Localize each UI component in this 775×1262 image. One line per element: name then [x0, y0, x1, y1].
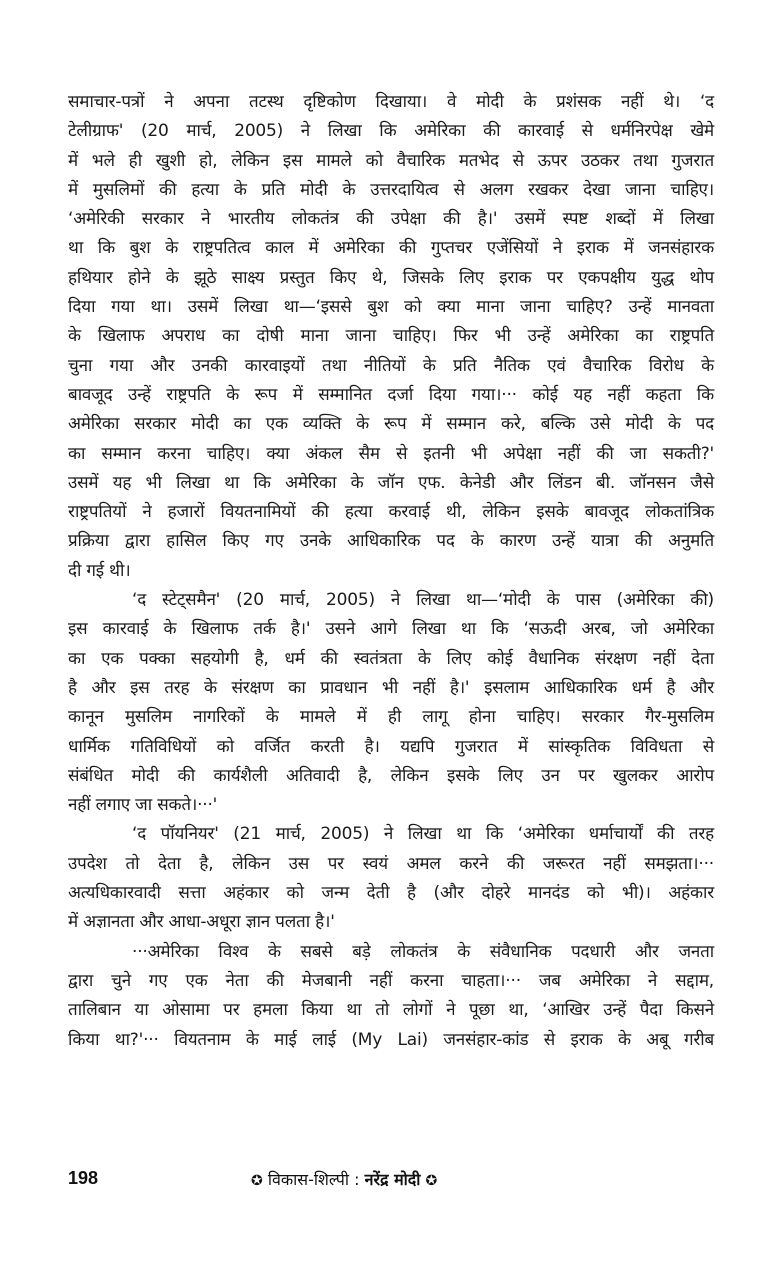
- text-line: उसमें यह भी लिखा था कि अमेरिका के जॉन एफ. केनेडी और लिंडन बी. जॉनसन जैसे: [68, 472, 714, 493]
- text-line: ‘द पॉयनियर' (21 मार्च, 2005) ने लिखा था कि ‘अमेरिका धर्माचार्यों की तरह: [132, 824, 714, 845]
- page-footer: [68, 1166, 714, 1194]
- text-line: किया था?'··· वियतनाम के माई लाई (My Lai) जनसंहार-कांड से इराक के अबू गरीब: [68, 1029, 714, 1050]
- text-line: का एक पक्का सहयोगी है, धर्म की स्वतंत्रता के लिए कोई वैधानिक संरक्षण नहीं देता: [68, 648, 714, 669]
- text-line: तालिबान या ओसामा पर हमला किया था तो लोगों ने पूछा था, ‘आखिर उन्हें पैदा किसने: [68, 1000, 714, 1021]
- running-title: [251, 1168, 437, 1190]
- text-line: नहीं लगाए जा सकते।···': [68, 795, 218, 816]
- text-line: चुना गया और उनकी कारवाइयों तथा नीतियों के प्रति नैतिक एवं वैचारिक विरोध के: [68, 355, 714, 376]
- page-number: 198: [68, 1168, 99, 1188]
- text-line: टेलीग्राफ' (20 मार्च, 2005) ने लिखा कि अमेरिका की कारवाई से धर्मनिरपेक्ष खेमे: [68, 121, 714, 142]
- text-line: में मुसलिमों की हत्या के प्रति मोदी के उत्तरदायित्व से अलग रखकर देखा जाना चाहिए।: [68, 179, 714, 200]
- text-line: अमेरिका सरकार मोदी का एक व्यक्ति के रूप में सम्मान करे, बल्कि उसे मोदी के पद: [68, 414, 714, 435]
- text-line: संबंधित मोदी की कार्यशैली अतिवादी है, लेकिन इसके लिए उन पर खुलकर आरोप: [68, 765, 714, 786]
- text-line: है और इस तरह के संरक्षण का प्रावधान भी नहीं है।' इसलाम आधिकारिक धर्म है और: [68, 677, 714, 698]
- text-line: हथियार होने के झूठे साक्ष्य प्रस्तुत किए थे, जिसके लिए इराक पर एकपक्षीय युद्ध थोप: [68, 267, 714, 288]
- text-line: धार्मिक गतिविधियों को वर्जित करती है। यद्यपि गुजरात में सांस्कृतिक विविधता से: [68, 736, 714, 757]
- book-title: विकास-शिल्पी :: [267, 1170, 360, 1189]
- text-line: इस कारवाई के खिलाफ तर्क है।' उसने आगे लिखा था कि ‘सऊदी अरब, जो अमेरिका: [68, 619, 714, 640]
- text-line: के खिलाफ अपराध का दोषी माना जाना चाहिए। फिर भी उन्हें अमेरिका का राष्ट्रपति: [68, 326, 714, 347]
- ornament-icon: ✪: [425, 1173, 438, 1189]
- text-line: बावजूद उन्हें राष्ट्रपति के रूप में सम्मानित दर्जा दिया गया।··· कोई यह नहीं कहता कि: [68, 384, 714, 405]
- text-line: दी गई थी।: [68, 560, 131, 581]
- text-line: का सम्मान करना चाहिए। क्या अंकल सैम से इतनी भी अपेक्षा नहीं की जा सकती?': [68, 443, 714, 464]
- text-line: ‘द स्टेट्समैन' (20 मार्च, 2005) ने लिखा था—‘मोदी के पास (अमेरिका की): [132, 590, 714, 611]
- text-line: कानून मुसलिम नागरिकों के मामले में ही लागू होना चाहिए। सरकार गैर-मुसलिम: [68, 707, 714, 728]
- text-line: प्रक्रिया द्वारा हासिल किए गए उनके आधिकारिक पद के कारण उन्हें यात्रा की अनुमति: [68, 531, 714, 552]
- ornament-icon: ✪: [251, 1173, 263, 1189]
- text-line: में अज्ञानता और आधा-अधूरा ज्ञान पलता है।': [68, 912, 335, 933]
- text-line: ‘अमेरिकी सरकार ने भारतीय लोकतंत्र की उपेक्षा की है।' उसमें स्पष्ट शब्दों में लिखा: [68, 209, 714, 230]
- text-line: था कि बुश के राष्ट्रपतित्व काल में अमेरिका की गुप्तचर एजेंसियों ने इराक में जनसंहारक: [68, 238, 714, 259]
- text-line: में भले ही खुशी हो, लेकिन इस मामले को वैचारिक मतभेद से ऊपर उठकर तथा गुजरात: [68, 150, 714, 171]
- author-name: नरेंद्र मोदी: [364, 1170, 421, 1189]
- text-line: अत्यधिकारवादी सत्ता अहंकार को जन्म देती है (और दोहरे मानदंड को भी)। अहंकार: [68, 883, 714, 904]
- text-line: समाचार-पत्रों ने अपना तटस्थ दृष्टिकोण दिखाया। वे मोदी के प्रशंसक नहीं थे। ‘द: [68, 92, 714, 112]
- text-line: राष्ट्रपतियों ने हजारों वियतनामियों की हत्या करवाई थी, लेकिन इसके बावजूद लोकतांत्रिक: [68, 502, 714, 523]
- text-line: उपदेश तो देता है, लेकिन उस पर स्वयं अमल करने की जरूरत नहीं समझता।···: [68, 853, 714, 874]
- text-line: द्वारा चुने गए एक नेता की मेजबानी नहीं करना चाहता।··· जब अमेरिका ने सद्दाम,: [68, 970, 714, 991]
- text-line: ···अमेरिका विश्व के सबसे बड़े लोकतंत्र के संवैधानिक पदधारी और जनता: [132, 941, 714, 962]
- body-text: [68, 88, 714, 1055]
- text-line: दिया गया था। उसमें लिखा था—‘इससे बुश को क्या माना जाना चाहिए? उन्हें मानवता: [68, 297, 714, 318]
